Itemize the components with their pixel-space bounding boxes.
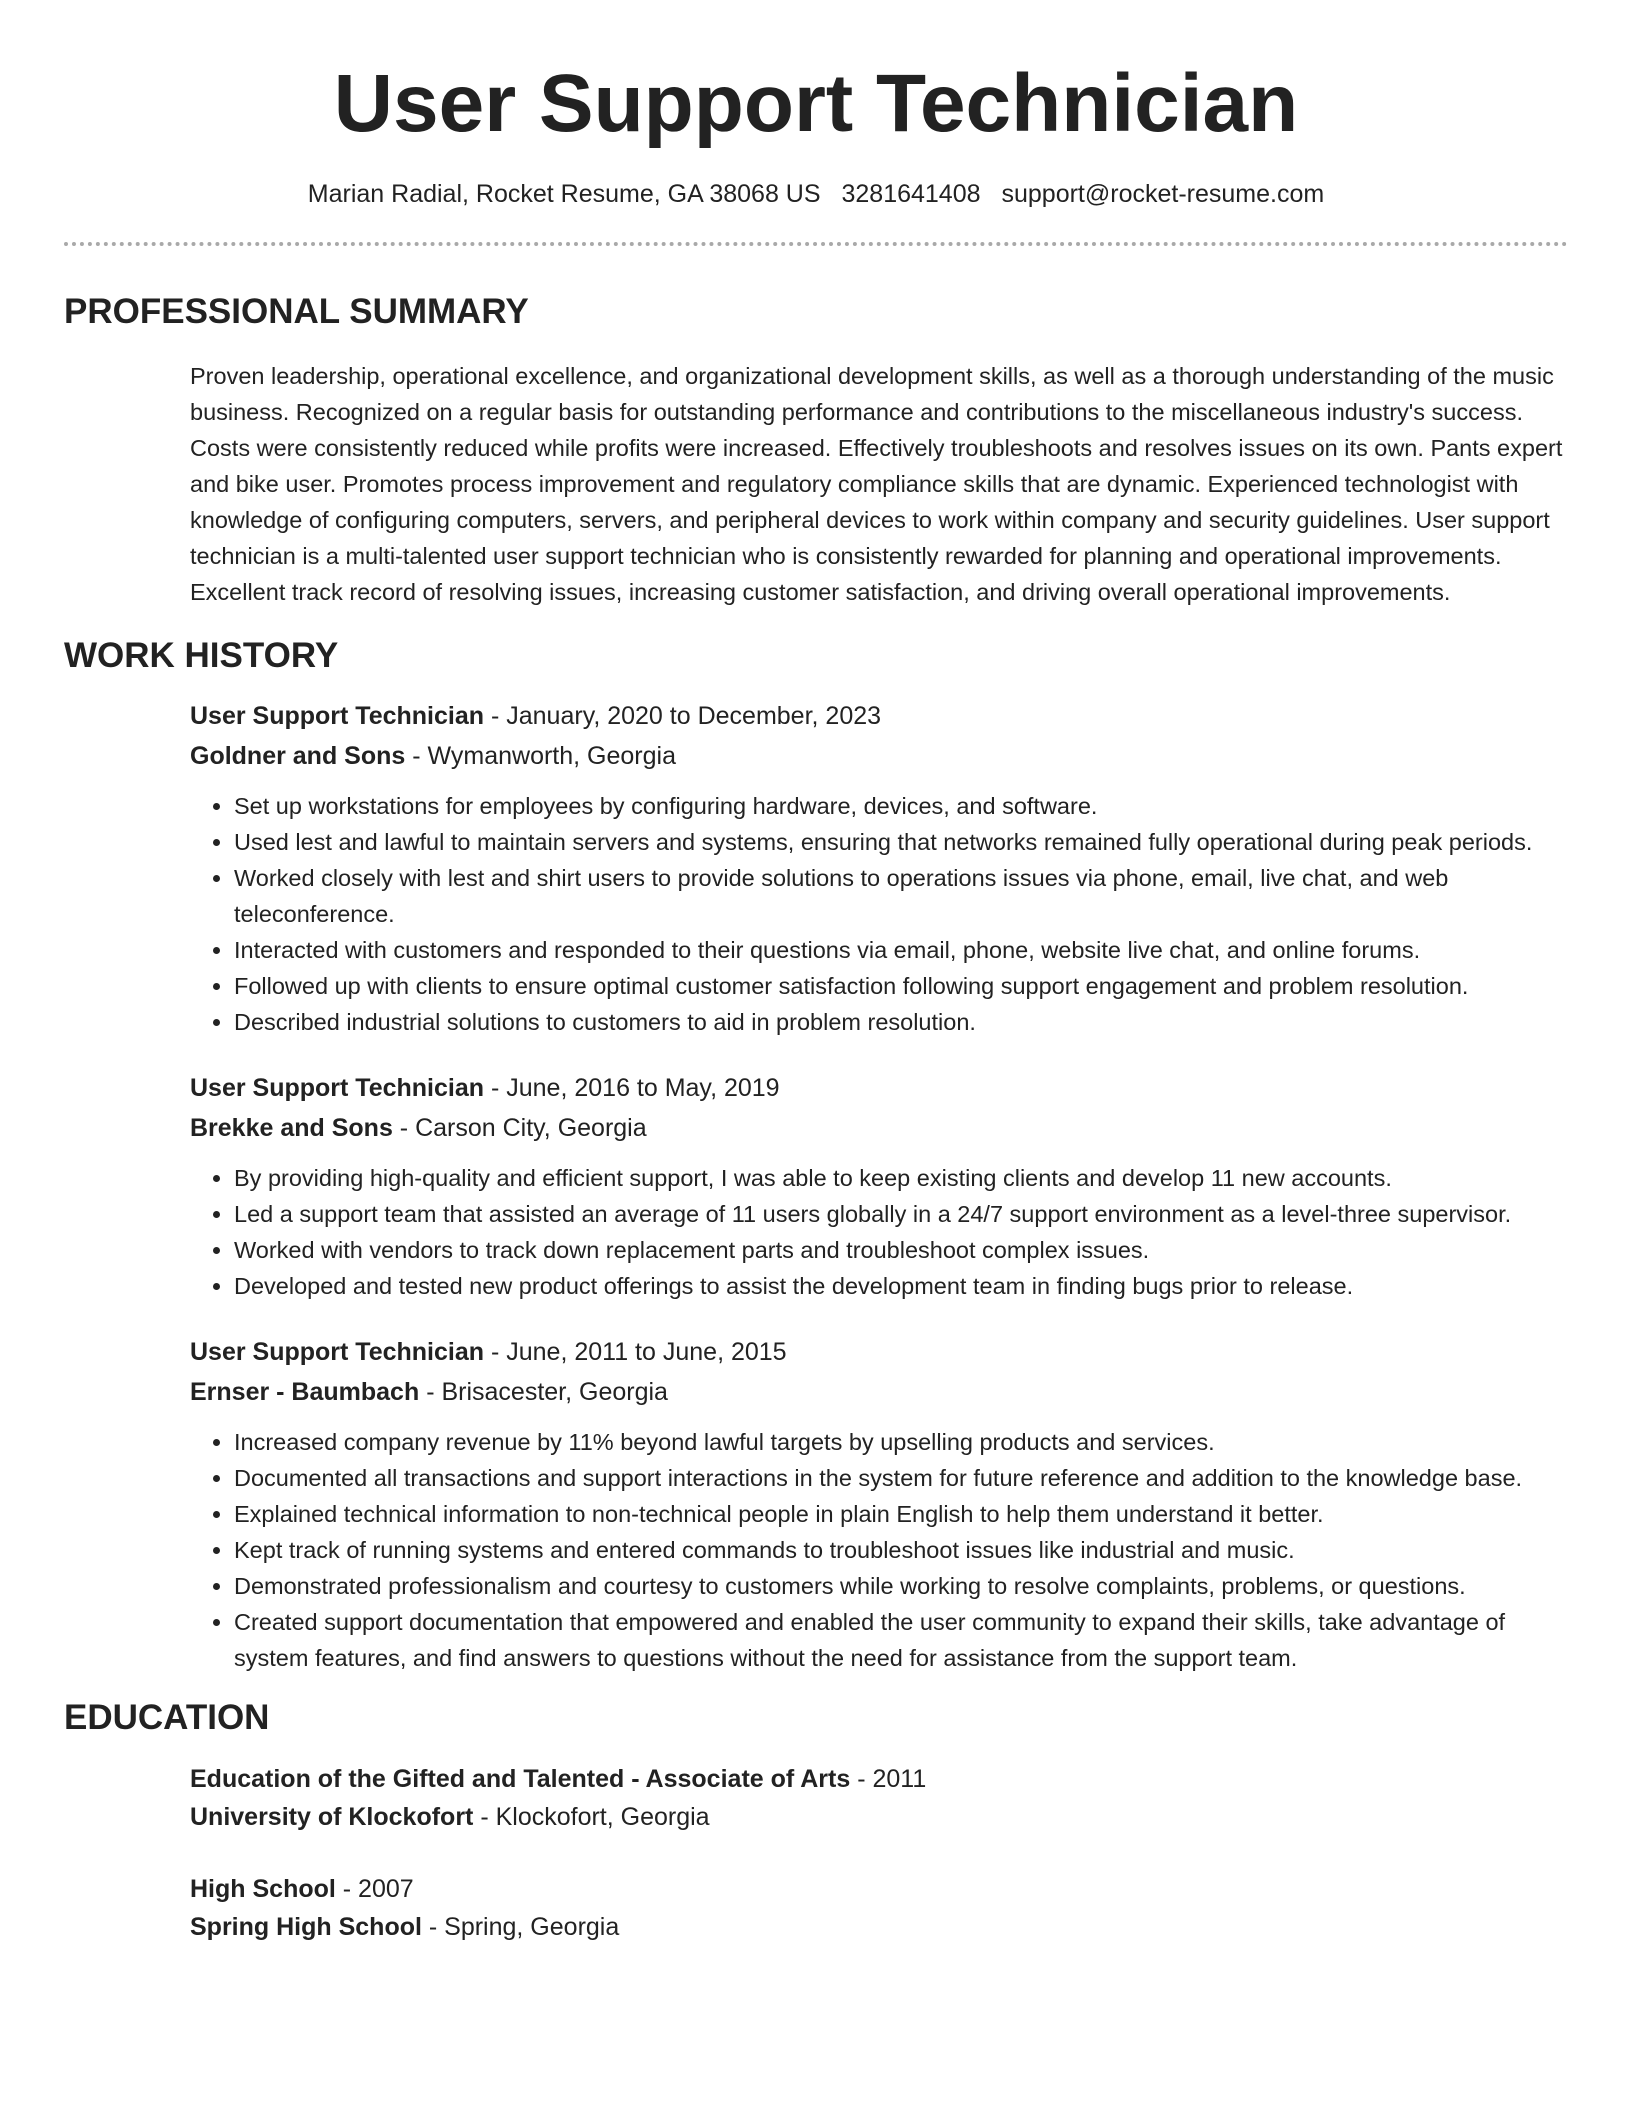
job-company: Goldner and Sons — [190, 742, 406, 770]
job-company-line — [190, 736, 1568, 776]
job-role: User Support Technician — [190, 1338, 485, 1366]
contact-line — [64, 178, 1568, 210]
job-bullets — [190, 1424, 1568, 1676]
header-divider — [64, 242, 1568, 246]
job-dates: - June, 2011 to June, 2015 — [484, 1338, 787, 1366]
job-location: - Carson City, Georgia — [392, 1114, 647, 1142]
job-bullet: • Set up workstations for employees by configuring hardware, devices, and software. — [234, 788, 1568, 824]
education-degree: Education of the Gifted and Talented - Associate of Arts — [190, 1765, 851, 1793]
job-role: User Support Technician — [190, 1074, 485, 1102]
education-section — [64, 1696, 1568, 1946]
job-location: - Brisacester, Georgia — [419, 1378, 668, 1406]
job-bullet: • Documented all transactions and support interactions in the system for future reference and addition to the knowledge base. — [234, 1460, 1568, 1496]
job-entry — [190, 696, 1568, 1040]
education-degree: High School — [190, 1875, 336, 1903]
contact-phone: 3281641408 — [841, 180, 981, 208]
job-bullet: • Explained technical information to non-technical people in plain English to help them understand it better. — [234, 1496, 1568, 1532]
job-dates: - January, 2020 to December, 2023 — [484, 702, 882, 730]
work-history-section — [64, 634, 1568, 1676]
education-year: - 2007 — [335, 1875, 414, 1903]
education-entry — [190, 1870, 1568, 1946]
job-bullet: • Led a support team that assisted an average of 11 users globally in a 24/7 support environment as a level-three supervisor. — [234, 1196, 1568, 1232]
summary-section — [64, 290, 1568, 610]
job-entry — [190, 1332, 1568, 1676]
education-degree-line — [190, 1760, 1568, 1798]
job-bullet: • Developed and tested new product offerings to assist the development team in finding bugs prior to release. — [234, 1268, 1568, 1304]
education-entry — [190, 1760, 1568, 1836]
job-bullet: • Increased company revenue by 11% beyond lawful targets by upselling products and services. — [234, 1424, 1568, 1460]
education-title: EDUCATION — [64, 1698, 270, 1737]
job-bullet: • By providing high-quality and efficient support, I was able to keep existing clients and develop 11 new accounts. — [234, 1160, 1568, 1196]
education-degree-line — [190, 1870, 1568, 1908]
education-school: University of Klockofort — [190, 1803, 474, 1831]
education-location: - Spring, Georgia — [421, 1913, 620, 1941]
contact-address: Marian Radial, Rocket Resume, GA 38068 US — [307, 180, 821, 208]
job-dates: - June, 2016 to May, 2019 — [484, 1074, 780, 1102]
contact-email: support@rocket-resume.com — [1001, 180, 1325, 208]
job-bullet: • Followed up with clients to ensure optimal customer satisfaction following support engagement and problem resolution. — [234, 968, 1568, 1004]
job-bullet: • Kept track of running systems and entered commands to troubleshoot issues like industrial and music. — [234, 1532, 1568, 1568]
job-bullet: • Used lest and lawful to maintain servers and systems, ensuring that networks remained fully operational during peak periods. — [234, 824, 1568, 860]
education-school: Spring High School — [190, 1913, 422, 1941]
job-bullets — [190, 788, 1568, 1040]
education-location: - Klockofort, Georgia — [473, 1803, 710, 1831]
summary-body — [190, 358, 1568, 610]
job-entry — [190, 1068, 1568, 1304]
summary-text: Proven leadership, operational excellence, and organizational development skills, as well as a thorough understanding of the music business. Recognized on a regular basis for outstanding performance and contributions to the miscellaneous industry's success. Costs were consistently reduced while profits were increased. Effectively troubleshoots and resolves issues on its own. Pants expert and bike user. Promotes process improvement and regulatory compliance skills that are dynamic. Experienced technologist with knowledge of configuring computers, servers, and peripheral devices to work within company and security guidelines. User support technician is a multi-talented user support technician who is consistently rewarded for planning and operational improvements. Excellent track record of resolving issues, increasing customer satisfaction, and driving overall operational improvements. — [190, 363, 1563, 605]
education-school-line — [190, 1908, 1568, 1946]
job-location: - Wymanworth, Georgia — [405, 742, 676, 770]
education-year: - 2011 — [850, 1765, 927, 1793]
work-history-body — [190, 696, 1568, 1676]
job-bullet: • Described industrial solutions to customers to aid in problem resolution. — [234, 1004, 1568, 1040]
job-company: Brekke and Sons — [190, 1114, 393, 1142]
work-history-title: WORK HISTORY — [64, 636, 339, 675]
job-bullet: • Created support documentation that empowered and enabled the user community to expand their skills, take advantage of system features, and find answers to questions without the need for assistance from the support team. — [234, 1604, 1568, 1676]
job-bullet: • Worked with vendors to track down replacement parts and troubleshoot complex issues. — [234, 1232, 1568, 1268]
job-bullet: • Worked closely with lest and shirt users to provide solutions to operations issues via phone, email, live chat, and web teleconference. — [234, 860, 1568, 932]
education-school-line — [190, 1798, 1568, 1836]
education-body — [190, 1760, 1568, 1946]
job-role: User Support Technician — [190, 702, 485, 730]
job-company: Ernser - Baumbach — [190, 1378, 420, 1406]
job-bullet: • Interacted with customers and responded to their questions via email, phone, website live chat, and online forums. — [234, 932, 1568, 968]
job-company-line — [190, 1108, 1568, 1148]
job-bullet: • Demonstrated professionalism and courtesy to customers while working to resolve complaints, problems, or questions. — [234, 1568, 1568, 1604]
job-title-line — [190, 1068, 1568, 1108]
job-title-line — [190, 1332, 1568, 1372]
job-company-line — [190, 1372, 1568, 1412]
job-bullets — [190, 1160, 1568, 1304]
summary-title: PROFESSIONAL SUMMARY — [64, 292, 529, 331]
resume-name-heading: User Support Technician — [333, 58, 1299, 149]
job-title-line — [190, 696, 1568, 736]
